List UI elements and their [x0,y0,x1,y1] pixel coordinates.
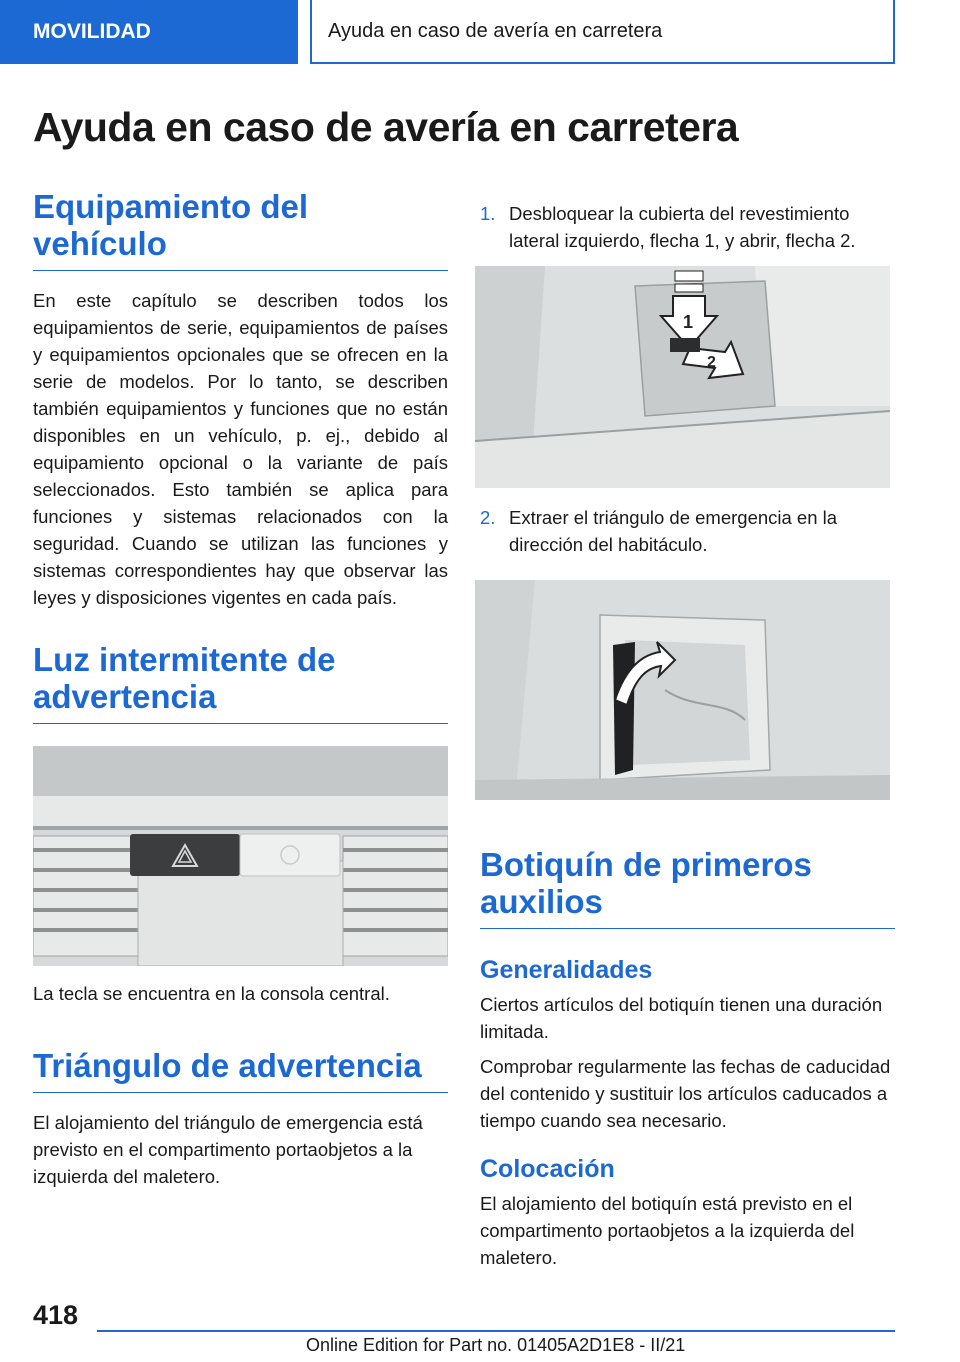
triangle-removal-figure [475,580,890,800]
triangle-heading: Triángulo de advertencia [33,1047,448,1093]
vent-right [343,836,448,956]
vent-left [33,836,138,956]
firstaid-heading: Botiquín de primeros auxilios [480,846,895,929]
footer-edition: Online Edition for Part no. 01405A2D1E8 - II/21 [306,1335,686,1355]
storage-cover-figure [475,266,890,488]
hazard-button [130,834,240,876]
header-section-tab[interactable]: MOVILIDAD [0,0,298,64]
hazard-heading: Luz intermitente de advertencia [33,641,448,724]
left-column [33,188,448,1190]
footer-rule [97,1330,895,1332]
step-number: 1. [480,203,496,224]
general-text-1: Ciertos artículos del botiquín tienen una duración limitada. [480,994,883,1042]
arrow-1-label: 1 [683,312,694,332]
hazard-switch-figure [33,746,448,966]
page-number: 418 [33,1300,79,1330]
placement-heading: Colocación [480,1155,615,1183]
page-title: Ayuda en caso de avería en carretera [33,104,739,150]
equipment-text: En este capítulo se describen todos los equipamientos de serie, equipamientos de países y equipamientos opcionales que se ofrecen en la serie de modelos. Por lo tanto, se describen también equipamientos y funciones que no están disponibles en un vehículo, p. ej., debido al equipamiento opcional o la variante de país seleccionados. Esto también se aplica para funciones y sistemas relacionados con la seguridad. Cuando se utilizan las funciones y sistemas correspondientes hay que observar las leyes y disposiciones vigentes en cada país. [33,290,448,608]
step-text: Extraer el triángulo de emergencia en la dirección del habitáculo. [509,507,838,555]
equipment-heading: Equipamiento del vehículo [33,188,448,271]
warning-triangle [613,642,635,775]
step-2 [480,504,895,558]
arrow-2-label: 2 [707,354,716,371]
general-text-2: Comprobar regularmente las fechas de caducidad del contenido y sustituir los artículos caducados a tiempo cuando sea necesario. [480,1056,891,1131]
right-column [480,200,895,1271]
step-number: 2. [480,507,496,528]
header-chapter-title: Ayuda en caso de avería en carretera [310,0,895,64]
placement-text: El alojamiento del botiquín está previsto en el compartimento portaobjetos a la izquierda del maletero. [480,1193,855,1268]
step-text: Desbloquear la cubierta del revestimiento lateral izquierdo, flecha 1, y abrir, flecha 2. [509,203,856,251]
general-heading: Generalidades [480,956,653,984]
triangle-text: El alojamiento del triángulo de emergencia está previsto en el compartimento portaobjetos a la izquierda del maletero. [33,1112,423,1187]
hazard-caption: La tecla se encuentra en la consola central. [33,983,390,1004]
step-1 [480,200,895,254]
